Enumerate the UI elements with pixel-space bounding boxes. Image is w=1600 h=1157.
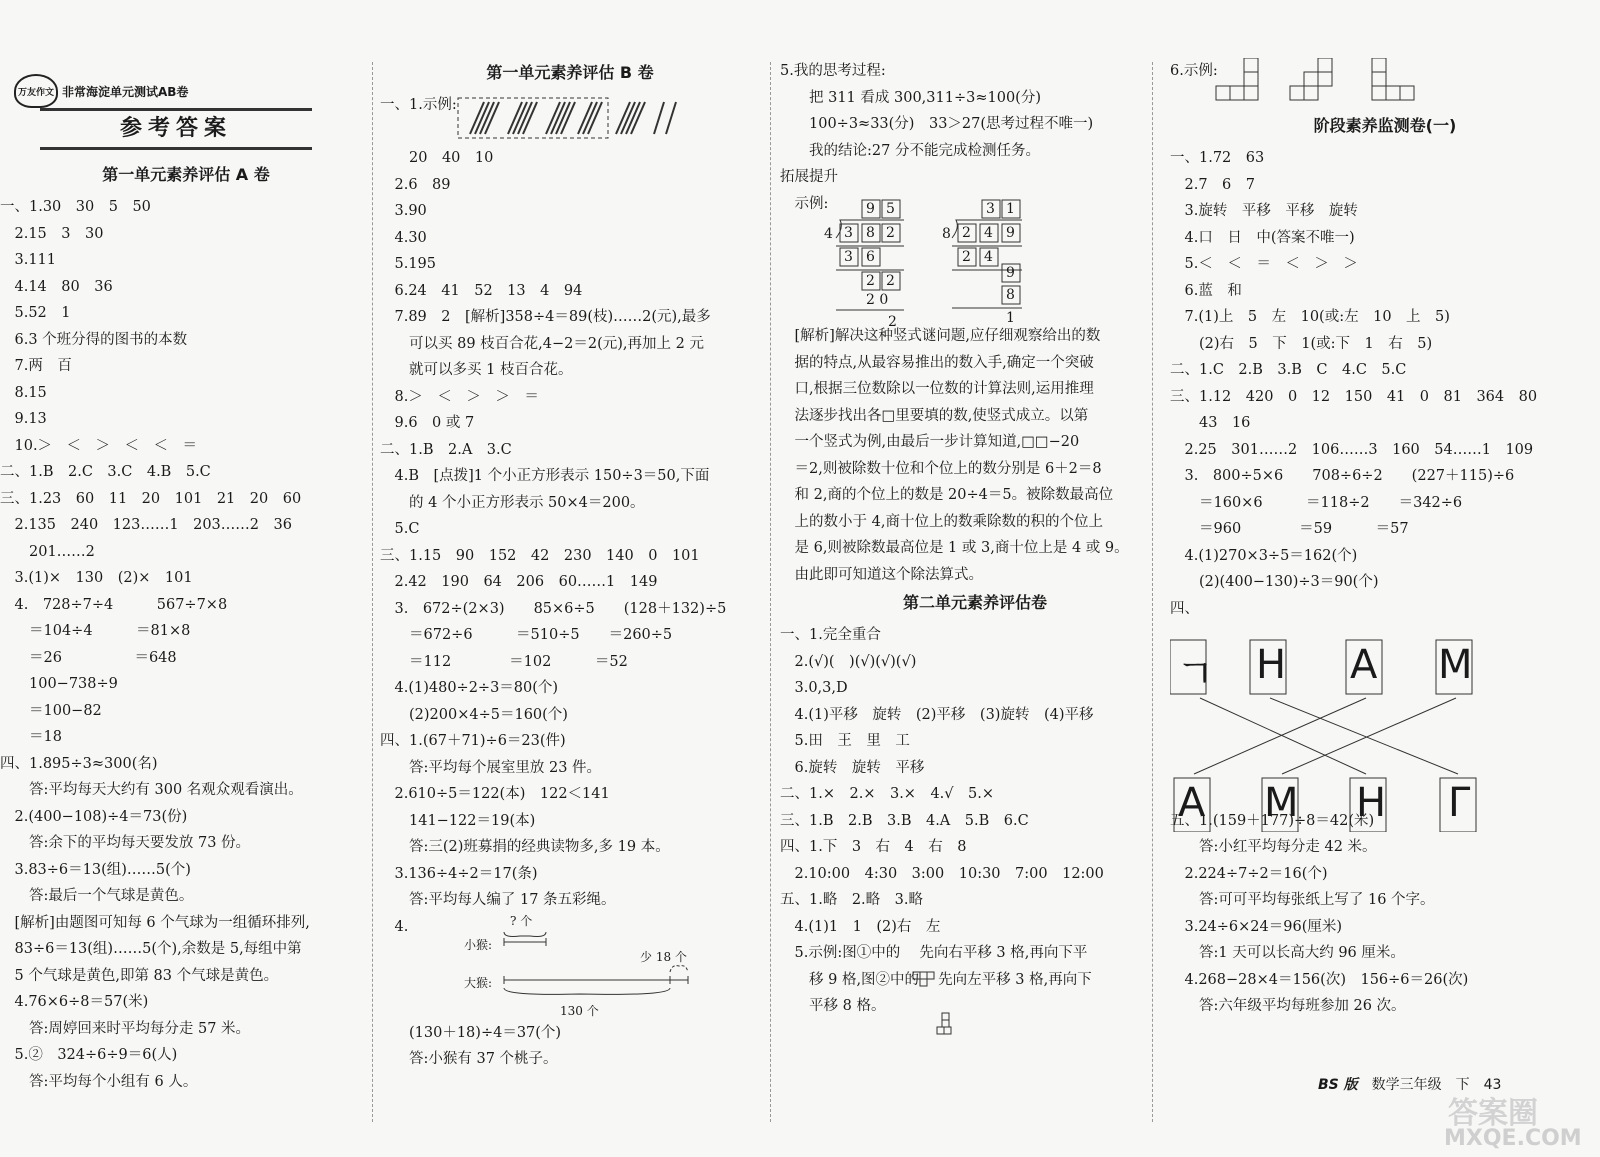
answer-line: 四、1.(67＋71)÷6＝23(件) — [380, 733, 566, 749]
answer-line: 2.135 240 123……1 203……2 36 — [0, 517, 292, 533]
answer-line: 100−738÷9 — [0, 676, 118, 692]
sticks-figure — [456, 94, 696, 144]
shape-icon — [912, 971, 936, 989]
answer-line: 4.30 — [380, 229, 427, 246]
answer-line: 答:六年级平均每班参加 26 次。 — [1170, 998, 1406, 1014]
division-puzzles — [822, 198, 1122, 334]
answer-line: 四、 — [1170, 600, 1199, 617]
answer-line: 4. — [380, 918, 409, 935]
answer-line: 和 2,商的个位上的数是 20÷4＝5。被除数最高位 — [780, 487, 1114, 503]
brand-logo: 万友作文 — [14, 74, 58, 108]
answer-line: 5.示例:图①中的 先向右平移 3 格,再向下平 — [780, 945, 1088, 961]
letter-card: A — [1350, 642, 1378, 688]
answer-line: 三、1.12 420 0 12 150 41 0 81 364 80 — [1170, 388, 1538, 405]
column-divider — [770, 62, 771, 1122]
answer-line: 43 16 — [1170, 415, 1251, 431]
answer-line: 五、1.略 2.略 3.略 — [780, 892, 924, 908]
column-1 — [0, 160, 372, 1095]
answer-line: 5.C — [380, 521, 420, 537]
answer-line: 的 4 个小正方形表示 50×4＝200。 — [380, 494, 645, 511]
answer-line: ＝100−82 — [0, 702, 102, 719]
answer-line: 答:平均每个展室里放 23 件。 — [380, 759, 602, 776]
answer-line: 5.＜ ＜ ＝ ＜ ＞ ＞ — [1170, 256, 1358, 272]
answer-line: 答:平均每个小组有 6 人。 — [0, 1073, 198, 1090]
answer-line: 8.＞ ＜ ＞ ＞ ＝ — [380, 388, 539, 405]
letter-card: ㄱ — [1176, 651, 1215, 697]
answer-line: 三、1.23 60 11 20 101 21 20 60 — [0, 490, 302, 507]
brand — [14, 74, 188, 108]
answer-line: ＝960 ＝59 ＝57 — [1170, 521, 1409, 537]
edition-label: BS 版 — [1318, 1077, 1358, 1093]
answer-line: ＝160×6 ＝118÷2 ＝342÷6 — [1170, 494, 1463, 511]
answer-line: 141−122＝19(本) — [380, 812, 536, 829]
answer-line: 据的特点,从最容易推出的数入手,确定一个突破 — [780, 354, 1094, 371]
answer-line: 10.＞ ＜ ＞ ＜ ＜ ＝ — [0, 437, 198, 454]
answer-line: 2.7 6 7 — [1170, 176, 1256, 193]
letter-card: H — [1256, 642, 1287, 688]
digit: 9 — [866, 201, 875, 217]
answer-line: 2.42 190 64 206 60……1 149 — [380, 574, 658, 590]
answer-line: 答:小红平均每分走 42 米。 — [1170, 839, 1377, 855]
answer-line: 2.(400−108)÷4＝73(份) — [0, 808, 188, 825]
digit: 2 — [886, 225, 895, 241]
answer-line: (2)(400−130)÷3＝90(个) — [1170, 574, 1379, 590]
letter-card: M — [1264, 780, 1299, 826]
digit: 1 — [1006, 310, 1015, 326]
answer-line: 20 40 10 — [380, 150, 494, 166]
answer-line: 83÷6＝13(组)……5(个),余数是 5,每组中第 — [0, 941, 302, 957]
digit: 8 — [1006, 287, 1015, 303]
small-monkey-label: 小猴: — [464, 938, 493, 952]
answer-line: 上的数小于 4,商十位上的数乘除数的积的个位上 — [780, 513, 1103, 530]
answer-line: 5.我的思考过程: — [780, 63, 886, 79]
digit: 3 — [844, 249, 853, 265]
total-label: 130 个 — [560, 1004, 599, 1018]
answer-line: 6.3 个班分得的图书的本数 — [0, 331, 188, 348]
answer-line: 5.195 — [380, 256, 437, 272]
section-title: 阶段素养监测卷(一) — [1313, 116, 1457, 135]
digit: 3 — [844, 225, 853, 241]
answer-line: 把 311 看成 300,311÷3≈100(分) — [780, 89, 1041, 106]
answer-line: 201……2 — [0, 543, 95, 560]
answer-line: 一、1.72 63 — [1170, 150, 1265, 166]
answer-line: 4.(1)480÷2÷3＝80(个) — [380, 680, 559, 696]
answer-line: 口,根据三位数除以一位数的计算法则,运用推理 — [780, 381, 1094, 397]
answer-line: 6.旋转 旋转 平移 — [780, 759, 925, 776]
answer-line: 4.76×6÷8＝57(米) — [0, 994, 149, 1010]
answer-line: 示例: — [780, 195, 829, 212]
watermark-en: MXQE.COM — [1444, 1126, 1582, 1151]
answer-line: 答:周婷回来时平均每分走 57 米。 — [0, 1020, 251, 1037]
answer-line: 3. 800÷5×6 708÷6÷2 (227＋115)÷6 — [1170, 468, 1515, 484]
watermark-cn: 答案圈 — [1448, 1096, 1538, 1131]
letter-card: A — [1178, 780, 1206, 826]
example-shapes — [1212, 58, 1422, 106]
divisor-2: 8 — [942, 226, 951, 242]
answer-line: 二、1.B 2.C 3.C 4.B 5.C — [0, 464, 211, 480]
answer-line: 3.111 — [0, 252, 57, 268]
answer-line: 4.14 80 36 — [0, 278, 113, 295]
answer-line: 4. 728÷7÷4 567÷7×8 — [0, 596, 228, 613]
digit: 2 — [888, 314, 897, 330]
answer-line: ＝18 — [0, 729, 62, 745]
brand-series: 非常海淀单元测试AB卷 — [62, 84, 189, 99]
letter-card: M — [1438, 642, 1473, 688]
digit: 4 — [984, 225, 993, 241]
section-title: 第一单元素养评估 B 卷 — [486, 63, 654, 82]
answer-line: 二、1.C 2.B 3.B C 4.C 5.C — [1170, 362, 1407, 378]
answer-line: 5 个气球是黄色,即第 83 个气球是黄色。 — [0, 967, 279, 984]
answer-line: 3.旋转 平移 平移 旋转 — [1170, 203, 1358, 219]
answer-line: 3.136÷4÷2＝17(条) — [380, 865, 538, 882]
segment-diagram — [460, 910, 710, 1020]
answer-line: 6.蓝 和 — [1170, 282, 1242, 299]
answer-line: 2.6 89 — [380, 176, 451, 193]
letter-card: Γ — [1448, 780, 1471, 826]
answer-line: 5.② 324÷6÷9＝6(人) — [0, 1047, 178, 1063]
answer-line: 一、1.30 30 5 50 — [0, 199, 151, 215]
digit: 9 — [1006, 225, 1015, 241]
answer-line: 4.B [点拨]1 个小正方形表示 150÷3＝50,下面 — [380, 468, 710, 484]
answer-line: ＝112 ＝102 ＝52 — [380, 653, 628, 670]
digit: 3 — [986, 201, 995, 217]
answer-line: ＝26 ＝648 — [0, 649, 177, 666]
answer-line: 3.24÷6×24＝96(厘米) — [1170, 918, 1343, 935]
answer-line: 五、1.(159＋177)÷8＝42(米) — [1170, 812, 1375, 829]
answer-line: 6.示例: — [1170, 63, 1218, 79]
answer-line: 答:平均每人编了 17 条五彩绳。 — [380, 892, 616, 908]
answer-line: 6.24 41 52 13 4 94 — [380, 282, 583, 299]
digit: 9 — [1006, 265, 1015, 281]
answer-line: 4.口 日 中(答案不唯一) — [1170, 229, 1355, 246]
section-title: 第一单元素养评估 A 卷 — [102, 165, 270, 184]
digit: 8 — [866, 225, 875, 241]
answer-line: 4.(1)平移 旋转 (2)平移 (3)旋转 (4)平移 — [780, 706, 1094, 723]
big-monkey-label: 大猴: — [464, 976, 493, 990]
answer-line: 由此即可知道这个除法算式。 — [780, 566, 983, 583]
matching-figure — [1170, 636, 1480, 832]
answer-line: (2)右 5 下 1(或:下 1 右 5) — [1170, 335, 1433, 352]
section-title: 第二单元素养评估卷 — [902, 593, 1047, 612]
answer-line: 三、1.B 2.B 3.B 4.A 5.B 6.C — [780, 812, 1029, 829]
answer-line: 一个竖式为例,由最后一步计算知道,□□−20 — [780, 434, 1080, 450]
digit: 6 — [866, 249, 875, 265]
digit: 5 — [886, 201, 895, 217]
answer-line: 9.13 — [0, 411, 47, 427]
answer-line: 100÷3≈33(分) 33＞27(思考过程不唯一) — [780, 116, 1094, 132]
answer-line: 平移 8 格。 — [780, 998, 886, 1014]
answer-line: 答:小猴有 37 个桃子。 — [380, 1051, 558, 1067]
answer-line: 2.224÷7÷2＝16(个) — [1170, 865, 1328, 882]
answer-line: 二、1.B 2.A 3.C — [380, 441, 512, 458]
answer-line: 3. 672÷(2×3) 85×6÷5 (128＋132)÷5 — [380, 600, 727, 617]
answer-line: 就可以多买 1 枝百合花。 — [380, 362, 573, 378]
answer-line: 是 6,则被除数最高位是 1 或 3,商十位上是 4 或 9。 — [780, 540, 1129, 556]
answer-line: 一、1.完全重合 — [780, 627, 881, 643]
digit: 2 0 — [866, 292, 889, 308]
digit: 1 — [1006, 201, 1015, 217]
answer-line: 四、1.下 3 右 4 右 8 — [780, 839, 967, 855]
answer-line: ＝104÷4 ＝81×8 — [0, 623, 191, 639]
answer-line: 3.(1)× 130 (2)× 101 — [0, 570, 193, 586]
answer-line: 2.15 3 30 — [0, 225, 104, 242]
digit: 2 — [886, 273, 895, 289]
answer-line: 2.(√)( )(√)(√)(√) — [780, 653, 917, 670]
answer-line: 7.(1)上 5 左 10(或:左 10 上 5) — [1170, 309, 1450, 325]
answer-line: ＝672÷6 ＝510÷5 ＝260÷5 — [380, 627, 673, 643]
answer-line: 答:1 天可以长高大约 96 厘米。 — [1170, 945, 1405, 961]
shape-icon — [936, 1012, 956, 1036]
answer-line: 可以买 89 枝百合花,4−2＝2(元),再加上 2 元 — [380, 335, 704, 352]
digit: 2 — [962, 249, 971, 265]
answer-line: 2.25 301……2 106……3 160 54……1 109 — [1170, 441, 1534, 458]
answer-line: 2.610÷5＝122(本) 122＜141 — [380, 786, 610, 802]
answer-line: 三、1.15 90 152 42 230 140 0 101 — [380, 547, 700, 564]
digit: 2 — [962, 225, 971, 241]
answer-line: 我的结论:27 分不能完成检测任务。 — [780, 142, 1040, 159]
answer-line: 拓展提升 — [780, 169, 838, 185]
answer-line: 答:可可平均每张纸上写了 16 个字。 — [1170, 892, 1435, 908]
answer-line: 9.6 0 或 7 — [380, 415, 475, 431]
question-label: ? 个 — [510, 914, 533, 928]
less-label: 少 18 个 — [640, 950, 687, 964]
answer-line: 7.89 2 [解析]358÷4＝89(枝)……2(元),最多 — [380, 309, 711, 325]
answer-line: (2)200×4÷5＝160(个) — [380, 706, 568, 723]
answer-line: 法逐步找出各□里要填的数,使竖式成立。以第 — [780, 407, 1089, 424]
divisor-1: 4 — [824, 226, 833, 242]
answer-line: 7.两 百 — [0, 358, 72, 374]
letter-card: H — [1356, 780, 1387, 826]
digit: 4 — [984, 249, 993, 265]
answer-line: 一、1.示例: — [380, 97, 457, 113]
answer-line: 四、1.895÷3≈300(名) — [0, 755, 158, 772]
answer-line: ＝2,则被除数十位和个位上的数分别是 6＋2＝8 — [780, 460, 1102, 477]
answer-line: 答:平均每天大约有 300 名观众观看演出。 — [0, 782, 303, 798]
answer-line: 答:最后一个气球是黄色。 — [0, 888, 194, 904]
digit: 2 — [866, 273, 875, 289]
answer-line: 3.90 — [380, 203, 427, 219]
answer-line: 4.268−28×4＝156(次) 156÷6＝26(次) — [1170, 971, 1469, 988]
answer-line: 3.0,3,D — [780, 680, 848, 696]
answer-line: 5.田 王 里 工 — [780, 733, 910, 749]
answers-title: 参考答案 — [40, 108, 312, 150]
answer-line: 3.83÷6＝13(组)……5(个) — [0, 861, 191, 878]
column-divider — [372, 62, 373, 1122]
answer-line: [解析]由题图可知每 6 个气球为一组循环排列, — [0, 914, 310, 931]
answer-line: 4.(1)1 1 (2)右 左 — [780, 918, 941, 935]
answer-line: 2.10:00 4:30 3:00 10:30 7:00 12:00 — [780, 865, 1104, 882]
answer-line: [解析]解决这种竖式谜问题,应仔细观察给出的数 — [780, 328, 1101, 344]
answer-line: 答:余下的平均每天要发放 73 份。 — [0, 835, 251, 851]
answer-line: 4.(1)270×3÷5＝162(个) — [1170, 547, 1358, 564]
answer-line: 二、1.× 2.× 3.× 4.√ 5.× — [780, 786, 995, 802]
answer-line: 答:三(2)班募捐的经典读物多,多 19 本。 — [380, 839, 670, 855]
subject-label: 数学三年级 下 43 — [1371, 1077, 1502, 1093]
answer-line: 5.52 1 — [0, 305, 71, 321]
answer-line: 移 9 格,图②中的 先向左平移 3 格,再向下 — [780, 971, 1092, 988]
answer-line: (130＋18)÷4＝37(个) — [380, 1024, 562, 1041]
column-4 — [1170, 58, 1600, 1020]
answer-line: 8.15 — [0, 384, 47, 401]
